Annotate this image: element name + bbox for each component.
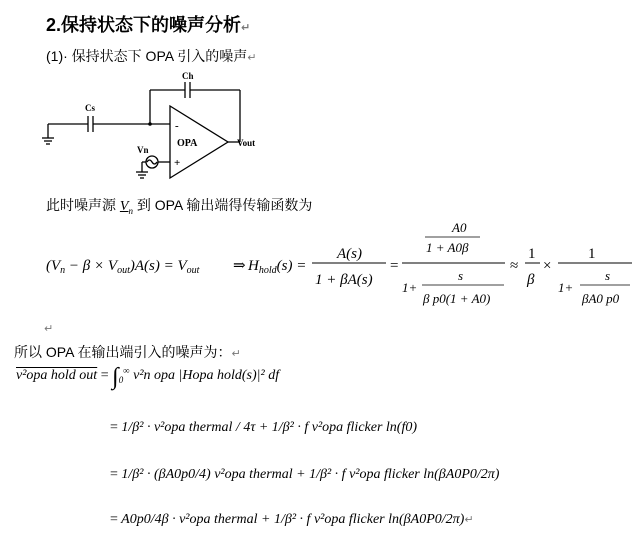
svg-text:1 + βA(s): 1 + βA(s) xyxy=(315,272,373,288)
minus-sign: - xyxy=(175,120,179,132)
svg-text:⇒: ⇒ xyxy=(233,258,246,274)
transfer-equation xyxy=(40,218,640,318)
svg-text:×: × xyxy=(543,258,552,274)
svg-text:βA0 p0: βA0 p0 xyxy=(582,291,620,306)
noise-intro: 所以 OPA 在输出端引入的噪声为：↵ xyxy=(14,344,241,360)
vn-label: Vn xyxy=(137,145,149,155)
svg-text:A(s): A(s) xyxy=(337,246,362,262)
transfer-intro: 此时噪声源 $V_n$ 到 OPA 输出端得传输函数为 xyxy=(46,197,313,216)
noise-equation-row-2: = 1/β² · v²opa thermal / 4τ + 1/β² · f v²opa flicker ln(f0) xyxy=(110,420,418,435)
svg-text:s: s xyxy=(458,268,464,283)
svg-text:≈: ≈ xyxy=(510,258,519,274)
svg-text:β p0(1 + A0): β p0(1 + A0) xyxy=(423,291,491,306)
vout-label: Vout xyxy=(237,138,256,148)
svg-text:β: β xyxy=(527,272,535,288)
plus-sign: + xyxy=(174,157,181,169)
subsection-heading: (1)· 保持状态下 OPA 引入的噪声↵ xyxy=(46,48,257,64)
opa-label: OPA xyxy=(177,138,198,149)
svg-text:A0: A0 xyxy=(452,220,467,235)
noise-equation-row-4: = A0p0/4β · v²opa thermal + 1/β² · f v²opa flicker ln(βA0P0/2π)↵ xyxy=(110,512,474,527)
noise-equation-row-3: = 1/β² · (βA0p0/4) v²opa thermal + 1/β² · f v²opa flicker ln(βA0P0/2π) xyxy=(110,467,500,482)
svg-text:1+: 1+ xyxy=(558,280,574,295)
svg-text:1: 1 xyxy=(588,246,596,262)
svg-text:s: s xyxy=(605,268,611,283)
svg-text:(Vn − β × Vout)A(s) = Vout: $(V_n - \beta \times V_{out})A(s) = V_{out}$ xyxy=(46,258,200,276)
paragraph-mark: ↵ xyxy=(44,322,54,335)
ch-label: Ch xyxy=(182,71,194,81)
cs-label: Cs xyxy=(85,103,96,113)
svg-text:1 + A0β: 1 + A0β xyxy=(426,240,469,255)
section-heading: 2.保持状态下的噪声分析↵ xyxy=(46,15,251,35)
svg-text:1: 1 xyxy=(528,246,536,262)
circuit-diagram xyxy=(40,66,280,186)
svg-text:=: = xyxy=(390,258,399,274)
noise-equation-row-1: v²opa hold out = $\int_0^\infty$ v²n opa |Hopa hold(s)|² df xyxy=(16,364,280,390)
svg-text:Hhold(s) =: $H_{hold}(s)$ = xyxy=(248,258,307,276)
svg-text:1+: 1+ xyxy=(402,280,418,295)
